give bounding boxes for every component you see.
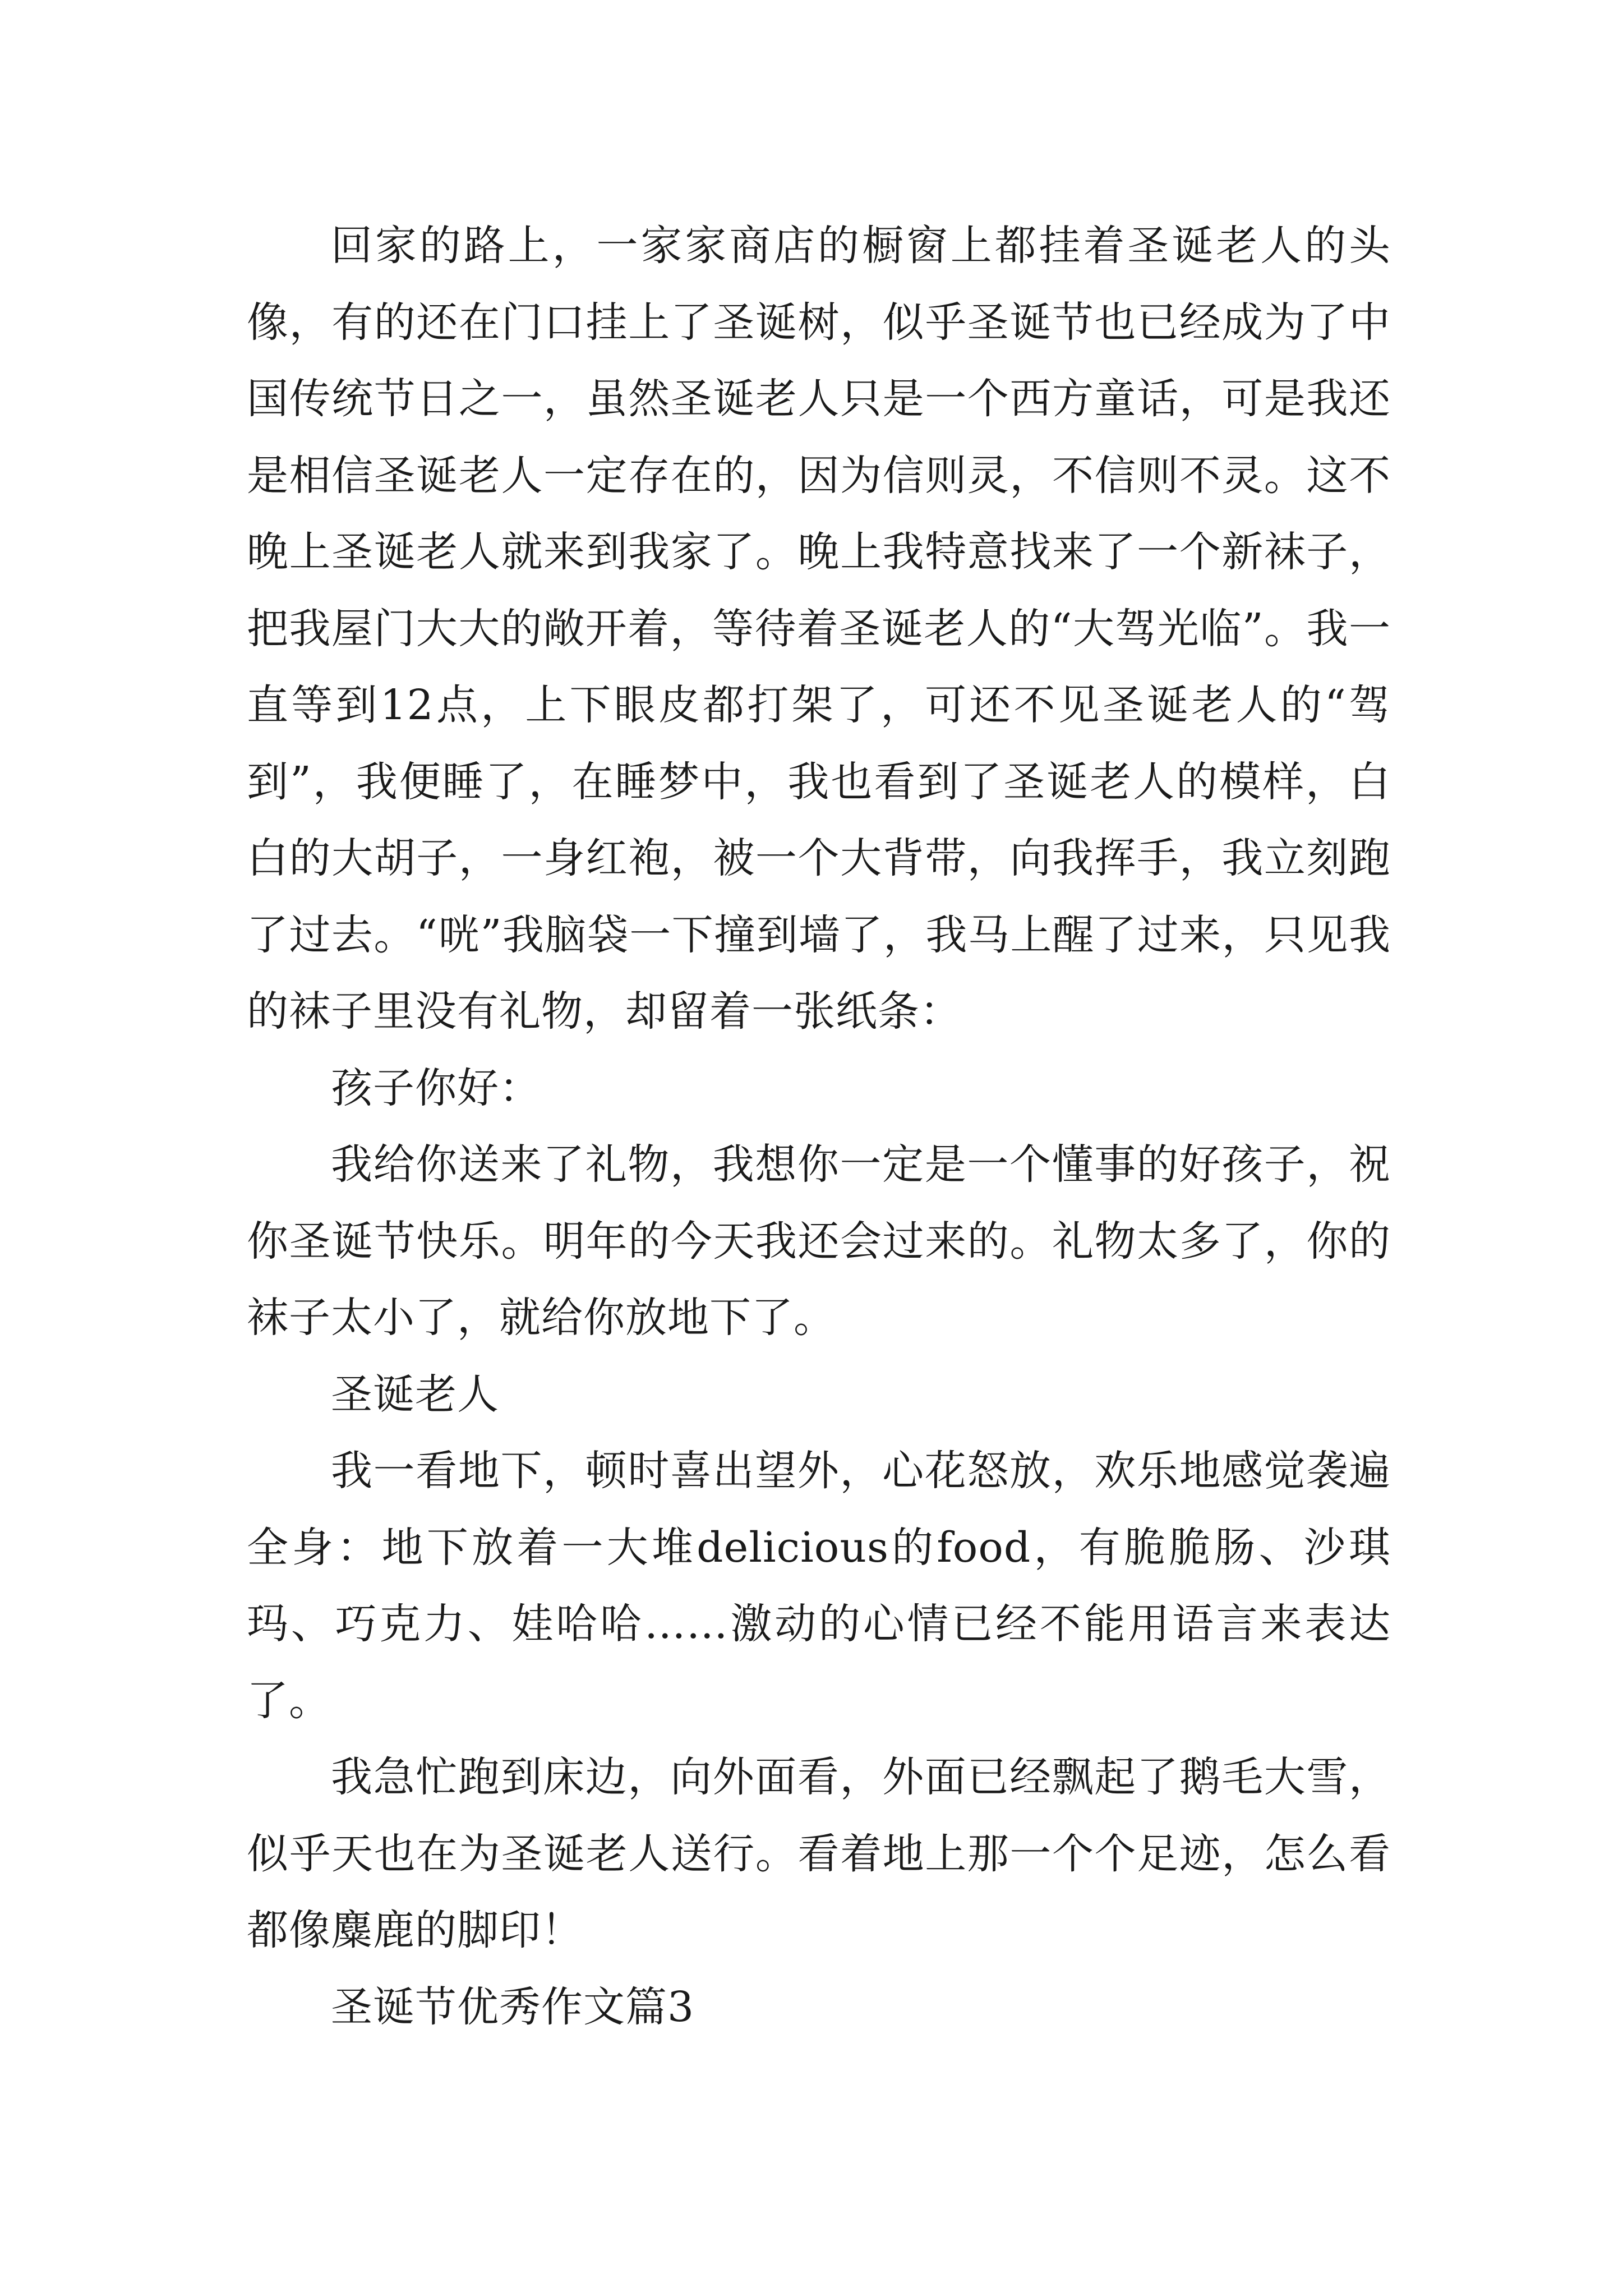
paragraph-gifts: 我一看地下，顿时喜出望外，心花怒放，欢乐地感觉袭遍全身：地下放着一大堆delicious的food，有脆脆肠、沙琪玛、巧克力、娃哈哈……激动的心情已经不能用语言来表达了。	[247, 1447, 1391, 1725]
paragraph-letter-greeting: 孩子你好：	[331, 1064, 541, 1112]
paragraph-christmas-eve-story: 回家的路上，一家家商店的橱窗上都挂着圣诞老人的头像，有的还在门口挂上了圣诞树，似乎圣诞节也已经成为了中国传统节日之一，虽然圣诞老人只是一个西方童话，可是我还是相信圣诞老人一定存在的，因为信则灵，不信则不灵。这不晚上圣诞老人就来到我家了。晚上我特意找来了一个新袜子，把我屋门大大的敞开着，等待着圣诞老人的“大驾光临”。我一直等到12点，上下眼皮都打架了，可还不见圣诞老人的“驾到”，我便睡了，在睡梦中，我也看到了圣诞老人的模样，白白的大胡子，一身红袍，被一个大背带，向我挥手，我立刻跑了过去。“咣”我脑袋一下撞到墙了，我马上醒了过来，只见我的袜子里没有礼物，却留着一张纸条：	[247, 222, 1391, 1036]
document-page	[247, 208, 1391, 2045]
section-heading: 圣诞节优秀作文篇3	[331, 1982, 695, 2031]
paragraph-letter-signature: 圣诞老人	[331, 1370, 499, 1419]
paragraph-snow: 我急忙跑到床边，向外面看，外面已经飘起了鹅毛大雪，似乎天也在为圣诞老人送行。看着地上那一个个足迹，怎么看都像麋鹿的脚印！	[247, 1753, 1391, 1954]
paragraph-letter-body: 我给你送来了礼物，我想你一定是一个懂事的好孩子，祝你圣诞节快乐。明年的今天我还会过来的。礼物太多了，你的袜子太小了，就给你放地下了。	[247, 1140, 1391, 1342]
